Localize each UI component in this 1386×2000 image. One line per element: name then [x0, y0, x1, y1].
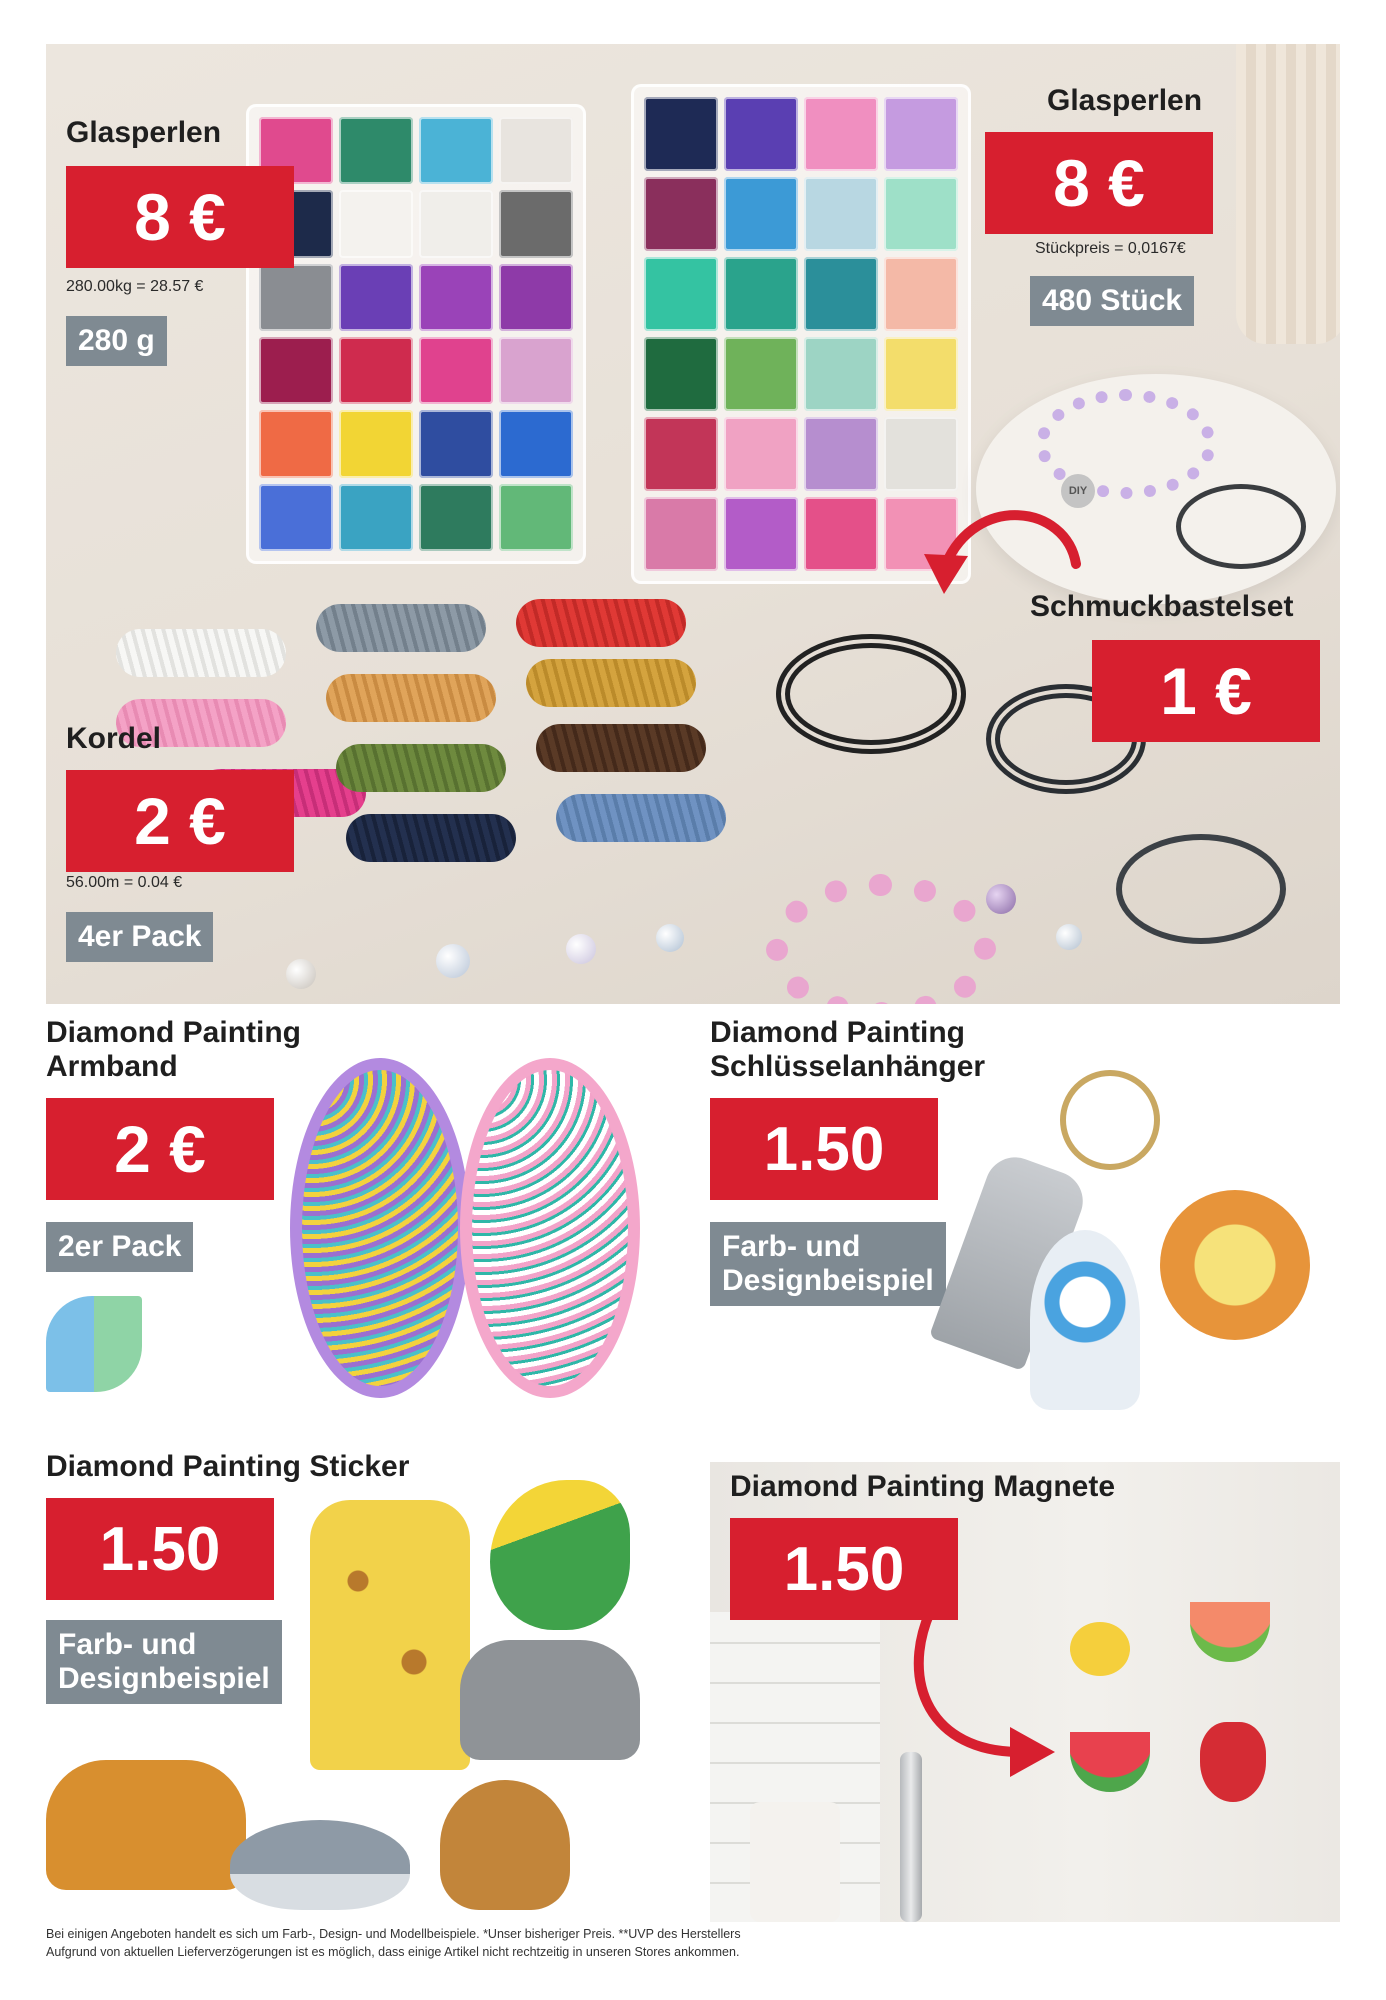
- glasperlen-right-tag: 480 Stück: [1030, 276, 1194, 326]
- armband-title-line2: Armband: [46, 1049, 178, 1083]
- cord-skein-brown: [536, 724, 706, 772]
- black-cord-coil: [776, 634, 966, 754]
- cord-skein-grey: [316, 604, 486, 652]
- schluessel-tag-line1: Farb- und: [722, 1230, 861, 1263]
- glass-bead: [1056, 924, 1082, 950]
- diamond-bracelet-purple: [290, 1058, 470, 1398]
- bead-organizer-small: [246, 104, 586, 564]
- kordel-price: 2 €: [66, 770, 294, 872]
- glasperlen-right-price: 8 €: [985, 132, 1213, 234]
- grapefruit-magnet: [1190, 1602, 1270, 1662]
- glasperlen-left-tag: 280 g: [66, 316, 167, 366]
- leather-bracelet-2: [1116, 834, 1286, 944]
- footer-line2: Aufgrund von aktuellen Lieferverzögerungen ist es möglich, dass einige Artikel nicht rechtzeitig in unseren Stores ankommen.: [46, 1944, 740, 1959]
- charm-label: DIY: [1068, 485, 1088, 497]
- glass-bead: [566, 934, 596, 964]
- glass-bead: [656, 924, 684, 952]
- cord-skein-olive: [336, 744, 506, 792]
- strawberry-magnet: [1200, 1722, 1266, 1802]
- parrot-sticker: [490, 1480, 630, 1630]
- lemon-magnet: [1070, 1622, 1130, 1676]
- glass-bead-bracelet: [766, 874, 996, 1004]
- cord-skein-blue: [556, 794, 726, 842]
- sticker-title: Diamond Painting Sticker: [46, 1450, 410, 1483]
- schluessel-title-line1: Diamond Painting: [710, 1016, 965, 1049]
- glass-bead: [986, 884, 1016, 914]
- sticker-price: 1.50: [46, 1498, 274, 1600]
- sticker-tag-line2: Designbeispiel: [58, 1662, 270, 1695]
- cord-skein-navy: [346, 814, 516, 862]
- arrow-icon: [890, 1602, 1070, 1782]
- glasperlen-left-unit-price: 280.00kg = 28.57 €: [66, 278, 204, 295]
- keyring: [1060, 1070, 1160, 1170]
- schmuckbastelset-title: Schmuckbastelset: [1030, 590, 1294, 623]
- schluessel-title: [710, 1016, 985, 1083]
- lion-charm: [1160, 1190, 1310, 1340]
- glass-bead: [286, 959, 316, 989]
- glasperlen-left-title: Glasperlen: [66, 116, 222, 149]
- armband-title: [46, 1016, 301, 1083]
- schluessel-tag: [710, 1222, 946, 1306]
- camel-sticker: [46, 1760, 246, 1890]
- beaver-sticker: [440, 1780, 570, 1910]
- footer-disclaimer: [46, 1926, 1340, 1961]
- utensil-jar: [750, 1802, 840, 1922]
- magnete-price: 1.50: [730, 1518, 958, 1620]
- cord-skein-ochre: [326, 674, 496, 722]
- color-swatch-icon: [46, 1296, 142, 1392]
- armband-tag: 2er Pack: [46, 1222, 193, 1272]
- leather-bracelet: [1176, 484, 1306, 569]
- whale-sticker: [230, 1820, 410, 1910]
- sticker-tag-line1: Farb- und: [58, 1628, 197, 1661]
- glasperlen-left-price: 8 €: [66, 166, 294, 268]
- schmuckbastelset-price: 1 €: [1092, 640, 1320, 742]
- armband-price: 2 €: [46, 1098, 274, 1200]
- schluessel-tag-line2: Designbeispiel: [722, 1264, 934, 1297]
- armband-title-line1: Diamond Painting: [46, 1016, 301, 1049]
- giraffe-sticker: [310, 1500, 470, 1770]
- magnete-title: Diamond Painting Magnete: [730, 1470, 1116, 1503]
- kordel-title: Kordel: [66, 722, 162, 755]
- glasperlen-right-unit-price: Stückpreis = 0,0167€: [1035, 240, 1186, 257]
- vase-illustration: [1236, 44, 1340, 344]
- watermelon-magnet: [1070, 1732, 1150, 1792]
- cord-skein-white: [116, 629, 286, 677]
- footer-line1: Bei einigen Angeboten handelt es sich um Farb-, Design- und Modellbeispiele. *Unser bisheriger Preis. **UVP des Herstellers: [46, 1927, 741, 1941]
- kordel-tag: 4er Pack: [66, 912, 213, 962]
- schluessel-title-line2: Schlüsselanhänger: [710, 1049, 986, 1083]
- hippo-sticker: [460, 1640, 640, 1760]
- glasperlen-right-title: Glasperlen: [1047, 84, 1203, 117]
- rocket-charm: [1030, 1230, 1140, 1410]
- glass-bead: [436, 944, 470, 978]
- cord-skein-red: [516, 599, 686, 647]
- schluessel-price: 1.50: [710, 1098, 938, 1200]
- cord-skein-mustard: [526, 659, 696, 707]
- sticker-tag: [46, 1620, 282, 1704]
- diamond-bracelet-pink: [460, 1058, 640, 1398]
- kordel-unit-price: 56.00m = 0.04 €: [66, 874, 183, 891]
